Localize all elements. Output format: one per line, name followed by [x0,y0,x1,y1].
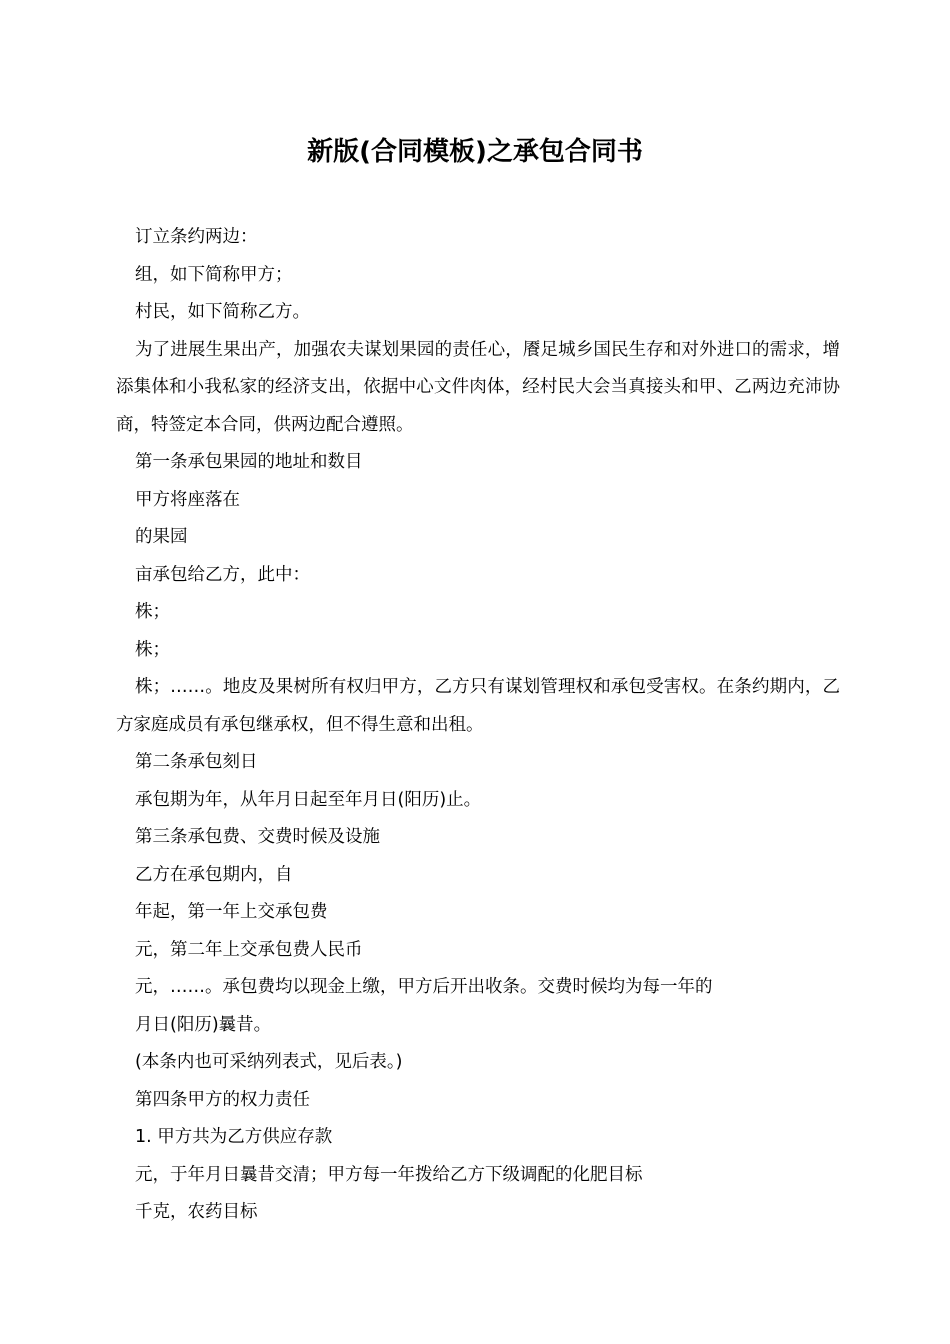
paragraph: 元，第二年上交承包费人民币 [135,939,363,960]
paragraph: 元，于年月日曩昔交清；甲方每一年拨给乙方下级调配的化肥目标 [135,1164,643,1185]
paragraph: 亩承包给乙方，此中： [135,564,310,585]
document-title: 新版(合同模板)之承包合同书 [307,137,643,167]
paragraph: 月日(阳历)曩昔。 [135,1014,272,1035]
paragraph: 订立条约两边： [135,227,258,247]
paragraph: 组，如下简称甲方； [135,264,293,285]
paragraph: 承包期为年，从年月日起至年月日(阳历)止。 [135,789,482,810]
paragraph: 千克，农药目标 [135,1202,258,1222]
paragraph: 村民，如下简称乙方。 [135,302,310,322]
paragraph: 株； [135,602,170,622]
paragraph: 为了进展生果出产，加强农夫谋划果园的责任心，餍足城乡国民生存和对外进口的需求，增添集体和小我私家的经济支出，依据中心文件肉体，经村民大会当真接头和甲、乙两边充沛协商，特签定本合同，供两边配合遵照。 [116,339,840,435]
paragraph: 株； [135,639,170,660]
paragraph: 元，……。承包费均以现金上缴，甲方后开出收条。交费时候均为每一年的 [135,977,713,997]
paragraph: 第二条承包刻日 [135,752,258,772]
paragraph: 甲方将座落在 [135,489,240,510]
paragraph: 年起，第一年上交承包费 [135,902,328,922]
paragraph: 第三条承包费、交费时候及设施 [135,827,380,847]
paragraph: 第四条甲方的权力责任 [135,1089,310,1110]
paragraph: 株；……。地皮及果树所有权归甲方，乙方只有谋划管理权和承包受害权。在条约期内，乙方家庭成员有承包继承权，但不得生意和出租。 [116,677,840,735]
paragraph: 的果园 [135,527,188,547]
paragraph: (本条内也可采纳列表式，见后表。) [135,1052,403,1072]
paragraph: 乙方在承包期内，自 [135,864,293,885]
document-body [116,219,840,1232]
paragraph: 第一条承包果园的地址和数目 [135,452,363,472]
paragraph: 1. 甲方共为乙方供应存款 [135,1127,333,1147]
